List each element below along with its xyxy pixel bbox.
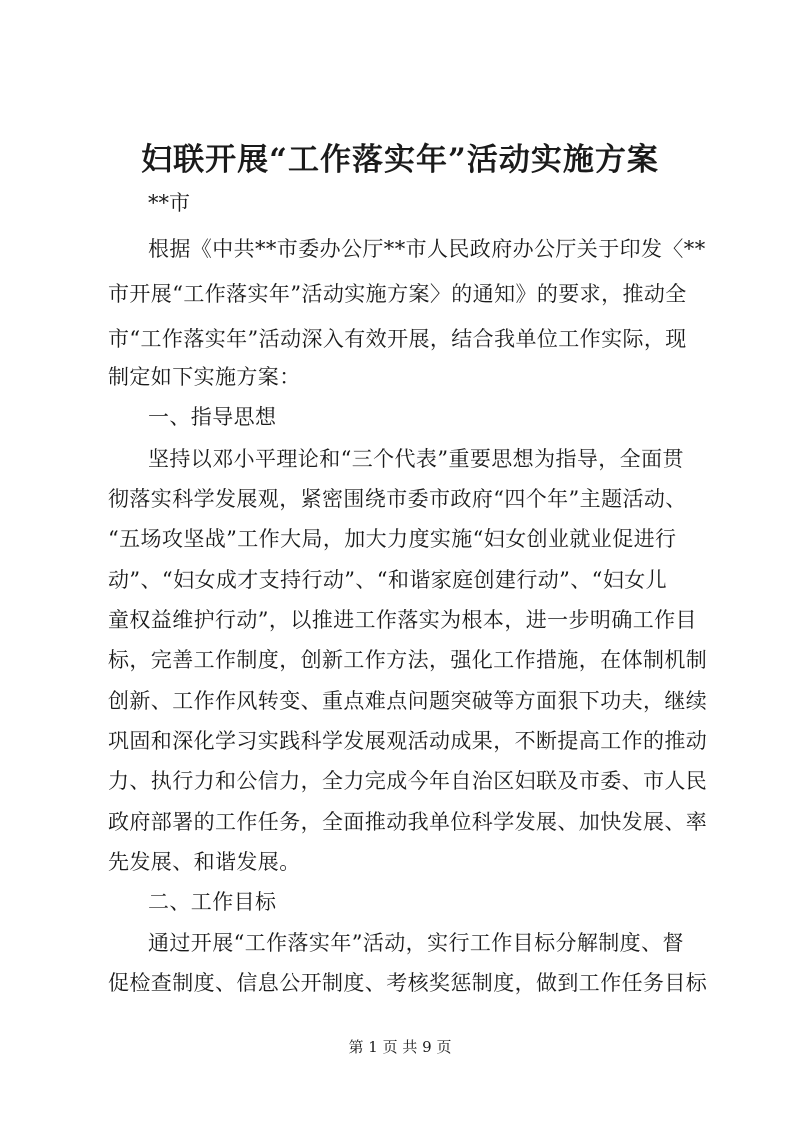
body-line: 制定如下实施方案： — [108, 365, 301, 389]
document-byline: **市 — [148, 191, 190, 215]
body-line: 坚持以邓小平理论和“三个代表”重要思想为指导，全面贯 — [148, 447, 684, 471]
document-title: 妇联开展“工作落实年”活动实施方案 — [141, 142, 659, 178]
section-heading-1: 一、指导思想 — [148, 405, 277, 429]
body-line: “五场攻坚战”工作大局，加大力度实施“妇女创业就业促进行 — [108, 527, 677, 551]
body-line: 童权益维护行动”，以推进工作落实为根本，进一步明确工作目 — [108, 608, 697, 632]
body-line: 市“工作落实年”活动深入有效开展，结合我单位工作实际，现 — [108, 327, 687, 351]
body-line: 动”、“妇女成才支持行动”、“和谐家庭创建行动”、“妇女儿 — [108, 568, 668, 592]
body-line: 政府部署的工作任务，全面推动我单位科学发展、加快发展、率 — [108, 810, 708, 834]
body-line: 根据《中共**市委办公厅**市人民政府办公厅关于印发〈** — [148, 237, 706, 261]
body-line: 标，完善工作制度，创新工作方法，强化工作措施，在体制机制 — [108, 648, 708, 672]
page-number-footer: 第 1 页 共 9 页 — [348, 1038, 452, 1056]
body-line: 促检查制度、信息公开制度、考核奖惩制度，做到工作任务目标 — [108, 971, 708, 995]
body-line: 力、执行力和公信力，全力完成今年自治区妇联及市委、市人民 — [108, 769, 708, 793]
body-line: 彻落实科学发展观，紧密围绕市委市政府“四个年”主题活动、 — [108, 487, 687, 511]
body-line: 通过开展“工作落实年”活动，实行工作目标分解制度、督 — [148, 931, 684, 955]
section-heading-2: 二、工作目标 — [148, 890, 277, 914]
body-line: 先发展、和谐发展。 — [108, 850, 301, 874]
body-line: 巩固和深化学习实践科学发展观活动成果，不断提高工作的推动 — [108, 729, 708, 753]
body-line: 创新、工作作风转变、重点难点问题突破等方面狠下功夫，继续 — [108, 689, 708, 713]
body-line: 市开展“工作落实年”活动实施方案〉的通知》的要求，推动全 — [108, 282, 687, 306]
